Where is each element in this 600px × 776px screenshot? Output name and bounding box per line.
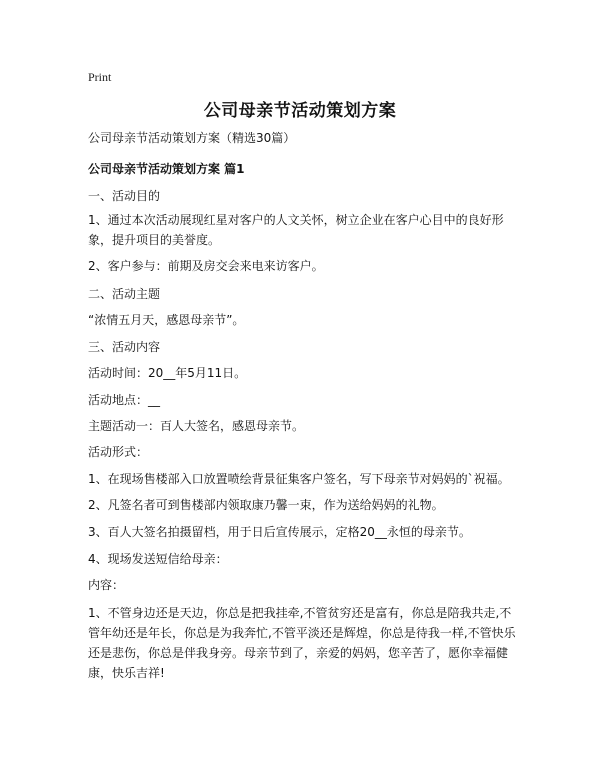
paragraph-theme: “浓情五月天，感恩母亲节”。 bbox=[88, 313, 245, 327]
paragraph-activity-time: 活动时间：20__年5月11日。 bbox=[88, 366, 247, 380]
paragraph-form-2: 2、凡签名者可到售楼部内领取康乃馨一束，作为送给妈妈的礼物。 bbox=[88, 498, 444, 512]
paragraph-activity-location: 活动地点：__ bbox=[88, 393, 161, 407]
paragraph-form-1: 1、在现场售楼部入口放置喷绘背景征集客户签名，写下母亲节对妈妈的`祝福。 bbox=[88, 472, 510, 486]
paragraph-activity-form: 活动形式： bbox=[88, 445, 149, 459]
document-title: 公司母亲节活动策划方案 bbox=[203, 101, 397, 121]
paragraph-purpose-1: 1、通过本次活动展现红星对客户的人文关怀，树立企业在客户心目中的良好形象，提升项目的美誉度。 bbox=[88, 213, 504, 247]
paragraph-purpose-2: 2、客户参与：前期及房交会来电来访客户。 bbox=[88, 259, 324, 273]
paragraph-main-activity: 主题活动一：百人大签名，感恩母亲节。 bbox=[88, 419, 305, 433]
heading-activity-content: 三、活动内容 bbox=[88, 340, 161, 354]
paragraph-content-label: 内容： bbox=[88, 578, 125, 592]
print-link[interactable]: Print bbox=[88, 70, 112, 84]
paragraph-form-3: 3、百人大签名拍摄留档，用于日后宣传展示，定格20__永恒的母亲节。 bbox=[88, 525, 471, 539]
paragraph-sms-content: 1、不管身边还是天边，你总是把我挂牵,不管贫穷还是富有，你总是陪我共走,不管年幼还是年长，你总是为我奔忙,不管平淡还是辉煌，你总是待我一样,不管快乐还是悲伤，你总是伴我身旁。母亲节到了，亲爱的妈妈，您辛苦了，愿你幸福健康，快乐吉祥! bbox=[88, 606, 516, 680]
heading-activity-theme: 二、活动主题 bbox=[88, 287, 161, 301]
document-subtitle: 公司母亲节活动策划方案（精选30篇） bbox=[88, 131, 296, 145]
section-heading: 公司母亲节活动策划方案 篇1 bbox=[88, 162, 245, 176]
paragraph-form-4: 4、现场发送短信给母亲： bbox=[88, 552, 228, 566]
heading-activity-purpose: 一、活动目的 bbox=[88, 189, 161, 203]
